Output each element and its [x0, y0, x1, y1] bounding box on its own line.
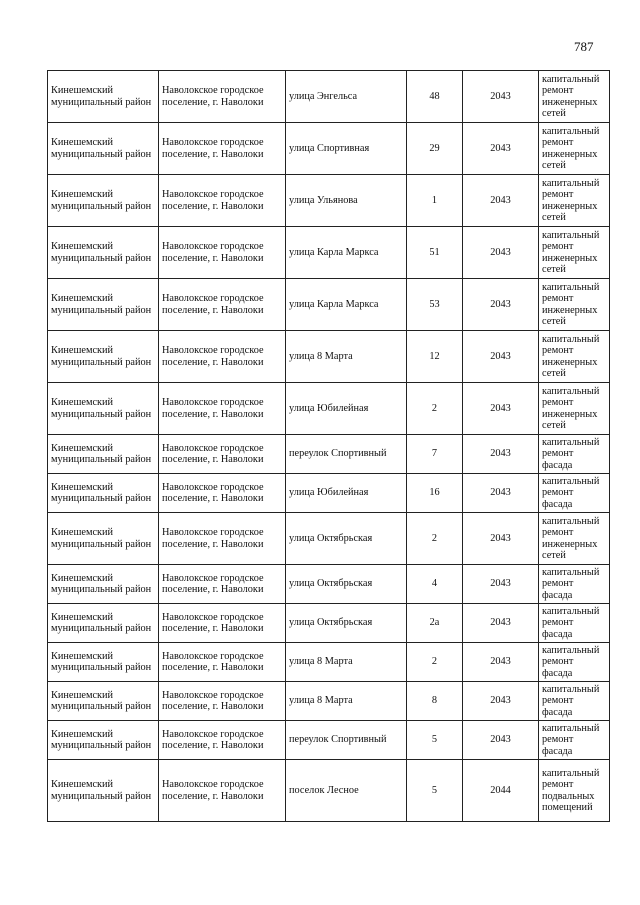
settlement-cell: Наволокское городское поселение, г. Наволоки — [159, 682, 286, 721]
settlement-cell: Наволокское городское поселение, г. Наволоки — [159, 383, 286, 435]
district-cell: Кинешемский муниципальный район — [48, 604, 159, 643]
settlement-cell: Наволокское городское поселение, г. Наволоки — [159, 71, 286, 123]
street-cell: улица Юбилейная — [286, 383, 407, 435]
year-cell: 2043 — [463, 227, 539, 279]
house-number-cell: 4 — [407, 565, 463, 604]
year-cell: 2043 — [463, 682, 539, 721]
street-cell: улица Юбилейная — [286, 474, 407, 513]
year-cell: 2043 — [463, 474, 539, 513]
table-row — [48, 474, 610, 513]
table-row — [48, 760, 610, 822]
street-cell: улица 8 Марта — [286, 643, 407, 682]
table-row — [48, 383, 610, 435]
house-number-cell: 48 — [407, 71, 463, 123]
work-type-cell: капитальный ремонт инженерных сетей — [539, 227, 610, 279]
district-cell: Кинешемский муниципальный район — [48, 474, 159, 513]
district-cell: Кинешемский муниципальный район — [48, 175, 159, 227]
table-row — [48, 279, 610, 331]
district-cell: Кинешемский муниципальный район — [48, 682, 159, 721]
street-cell: улица 8 Марта — [286, 331, 407, 383]
year-cell: 2043 — [463, 435, 539, 474]
table-row — [48, 721, 610, 760]
table-row — [48, 513, 610, 565]
district-cell: Кинешемский муниципальный район — [48, 513, 159, 565]
house-number-cell: 2 — [407, 643, 463, 682]
work-type-cell: капитальный ремонт фасада — [539, 604, 610, 643]
district-cell: Кинешемский муниципальный район — [48, 123, 159, 175]
settlement-cell: Наволокское городское поселение, г. Наволоки — [159, 643, 286, 682]
district-cell: Кинешемский муниципальный район — [48, 71, 159, 123]
district-cell: Кинешемский муниципальный район — [48, 227, 159, 279]
settlement-cell: Наволокское городское поселение, г. Наволоки — [159, 474, 286, 513]
year-cell: 2043 — [463, 565, 539, 604]
work-type-cell: капитальный ремонт инженерных сетей — [539, 331, 610, 383]
work-type-cell: капитальный ремонт инженерных сетей — [539, 71, 610, 123]
year-cell: 2043 — [463, 513, 539, 565]
street-cell: улица Карла Маркса — [286, 227, 407, 279]
work-type-cell: капитальный ремонт инженерных сетей — [539, 123, 610, 175]
year-cell: 2043 — [463, 383, 539, 435]
street-cell: улица Октябрьская — [286, 513, 407, 565]
repair-schedule-table — [47, 70, 610, 822]
work-type-cell: капитальный ремонт фасада — [539, 721, 610, 760]
table-row — [48, 123, 610, 175]
street-cell: улица Карла Маркса — [286, 279, 407, 331]
table-row — [48, 71, 610, 123]
settlement-cell: Наволокское городское поселение, г. Наволоки — [159, 279, 286, 331]
year-cell: 2043 — [463, 123, 539, 175]
house-number-cell: 2 — [407, 383, 463, 435]
table-row — [48, 565, 610, 604]
house-number-cell: 12 — [407, 331, 463, 383]
district-cell: Кинешемский муниципальный район — [48, 565, 159, 604]
house-number-cell: 8 — [407, 682, 463, 721]
district-cell: Кинешемский муниципальный район — [48, 383, 159, 435]
settlement-cell: Наволокское городское поселение, г. Наволоки — [159, 435, 286, 474]
house-number-cell: 2 — [407, 513, 463, 565]
table-row — [48, 643, 610, 682]
work-type-cell: капитальный ремонт инженерных сетей — [539, 513, 610, 565]
street-cell: поселок Лесное — [286, 760, 407, 822]
work-type-cell: капитальный ремонт фасада — [539, 565, 610, 604]
street-cell: переулок Спортивный — [286, 721, 407, 760]
settlement-cell: Наволокское городское поселение, г. Наволоки — [159, 227, 286, 279]
work-type-cell: капитальный ремонт фасада — [539, 643, 610, 682]
settlement-cell: Наволокское городское поселение, г. Наволоки — [159, 513, 286, 565]
house-number-cell: 29 — [407, 123, 463, 175]
settlement-cell: Наволокское городское поселение, г. Наволоки — [159, 175, 286, 227]
street-cell: улица Октябрьская — [286, 604, 407, 643]
work-type-cell: капитальный ремонт фасада — [539, 474, 610, 513]
table-row — [48, 331, 610, 383]
work-type-cell: капитальный ремонт фасада — [539, 435, 610, 474]
table-row — [48, 435, 610, 474]
settlement-cell: Наволокское городское поселение, г. Наволоки — [159, 604, 286, 643]
street-cell: улица 8 Марта — [286, 682, 407, 721]
settlement-cell: Наволокское городское поселение, г. Наволоки — [159, 721, 286, 760]
settlement-cell: Наволокское городское поселение, г. Наволоки — [159, 331, 286, 383]
house-number-cell: 7 — [407, 435, 463, 474]
work-type-cell: капитальный ремонт инженерных сетей — [539, 279, 610, 331]
district-cell: Кинешемский муниципальный район — [48, 760, 159, 822]
year-cell: 2043 — [463, 71, 539, 123]
house-number-cell: 16 — [407, 474, 463, 513]
year-cell: 2043 — [463, 279, 539, 331]
work-type-cell: капитальный ремонт инженерных сетей — [539, 383, 610, 435]
street-cell: улица Энгельса — [286, 71, 407, 123]
year-cell: 2043 — [463, 721, 539, 760]
work-type-cell: капитальный ремонт подвальных помещений — [539, 760, 610, 822]
street-cell: переулок Спортивный — [286, 435, 407, 474]
table-row — [48, 175, 610, 227]
work-type-cell: капитальный ремонт инженерных сетей — [539, 175, 610, 227]
page-number: 787 — [574, 39, 594, 54]
year-cell: 2043 — [463, 604, 539, 643]
table-row — [48, 682, 610, 721]
district-cell: Кинешемский муниципальный район — [48, 331, 159, 383]
district-cell: Кинешемский муниципальный район — [48, 643, 159, 682]
house-number-cell: 1 — [407, 175, 463, 227]
year-cell: 2043 — [463, 643, 539, 682]
table-row — [48, 604, 610, 643]
house-number-cell: 2а — [407, 604, 463, 643]
house-number-cell: 5 — [407, 760, 463, 822]
street-cell: улица Спортивная — [286, 123, 407, 175]
street-cell: улица Октябрьская — [286, 565, 407, 604]
work-type-cell: капитальный ремонт фасада — [539, 682, 610, 721]
street-cell: улица Ульянова — [286, 175, 407, 227]
year-cell: 2044 — [463, 760, 539, 822]
district-cell: Кинешемский муниципальный район — [48, 279, 159, 331]
settlement-cell: Наволокское городское поселение, г. Наволоки — [159, 123, 286, 175]
settlement-cell: Наволокское городское поселение, г. Наволоки — [159, 565, 286, 604]
house-number-cell: 51 — [407, 227, 463, 279]
district-cell: Кинешемский муниципальный район — [48, 435, 159, 474]
house-number-cell: 5 — [407, 721, 463, 760]
year-cell: 2043 — [463, 175, 539, 227]
house-number-cell: 53 — [407, 279, 463, 331]
table-row — [48, 227, 610, 279]
settlement-cell: Наволокское городское поселение, г. Наволоки — [159, 760, 286, 822]
district-cell: Кинешемский муниципальный район — [48, 721, 159, 760]
year-cell: 2043 — [463, 331, 539, 383]
